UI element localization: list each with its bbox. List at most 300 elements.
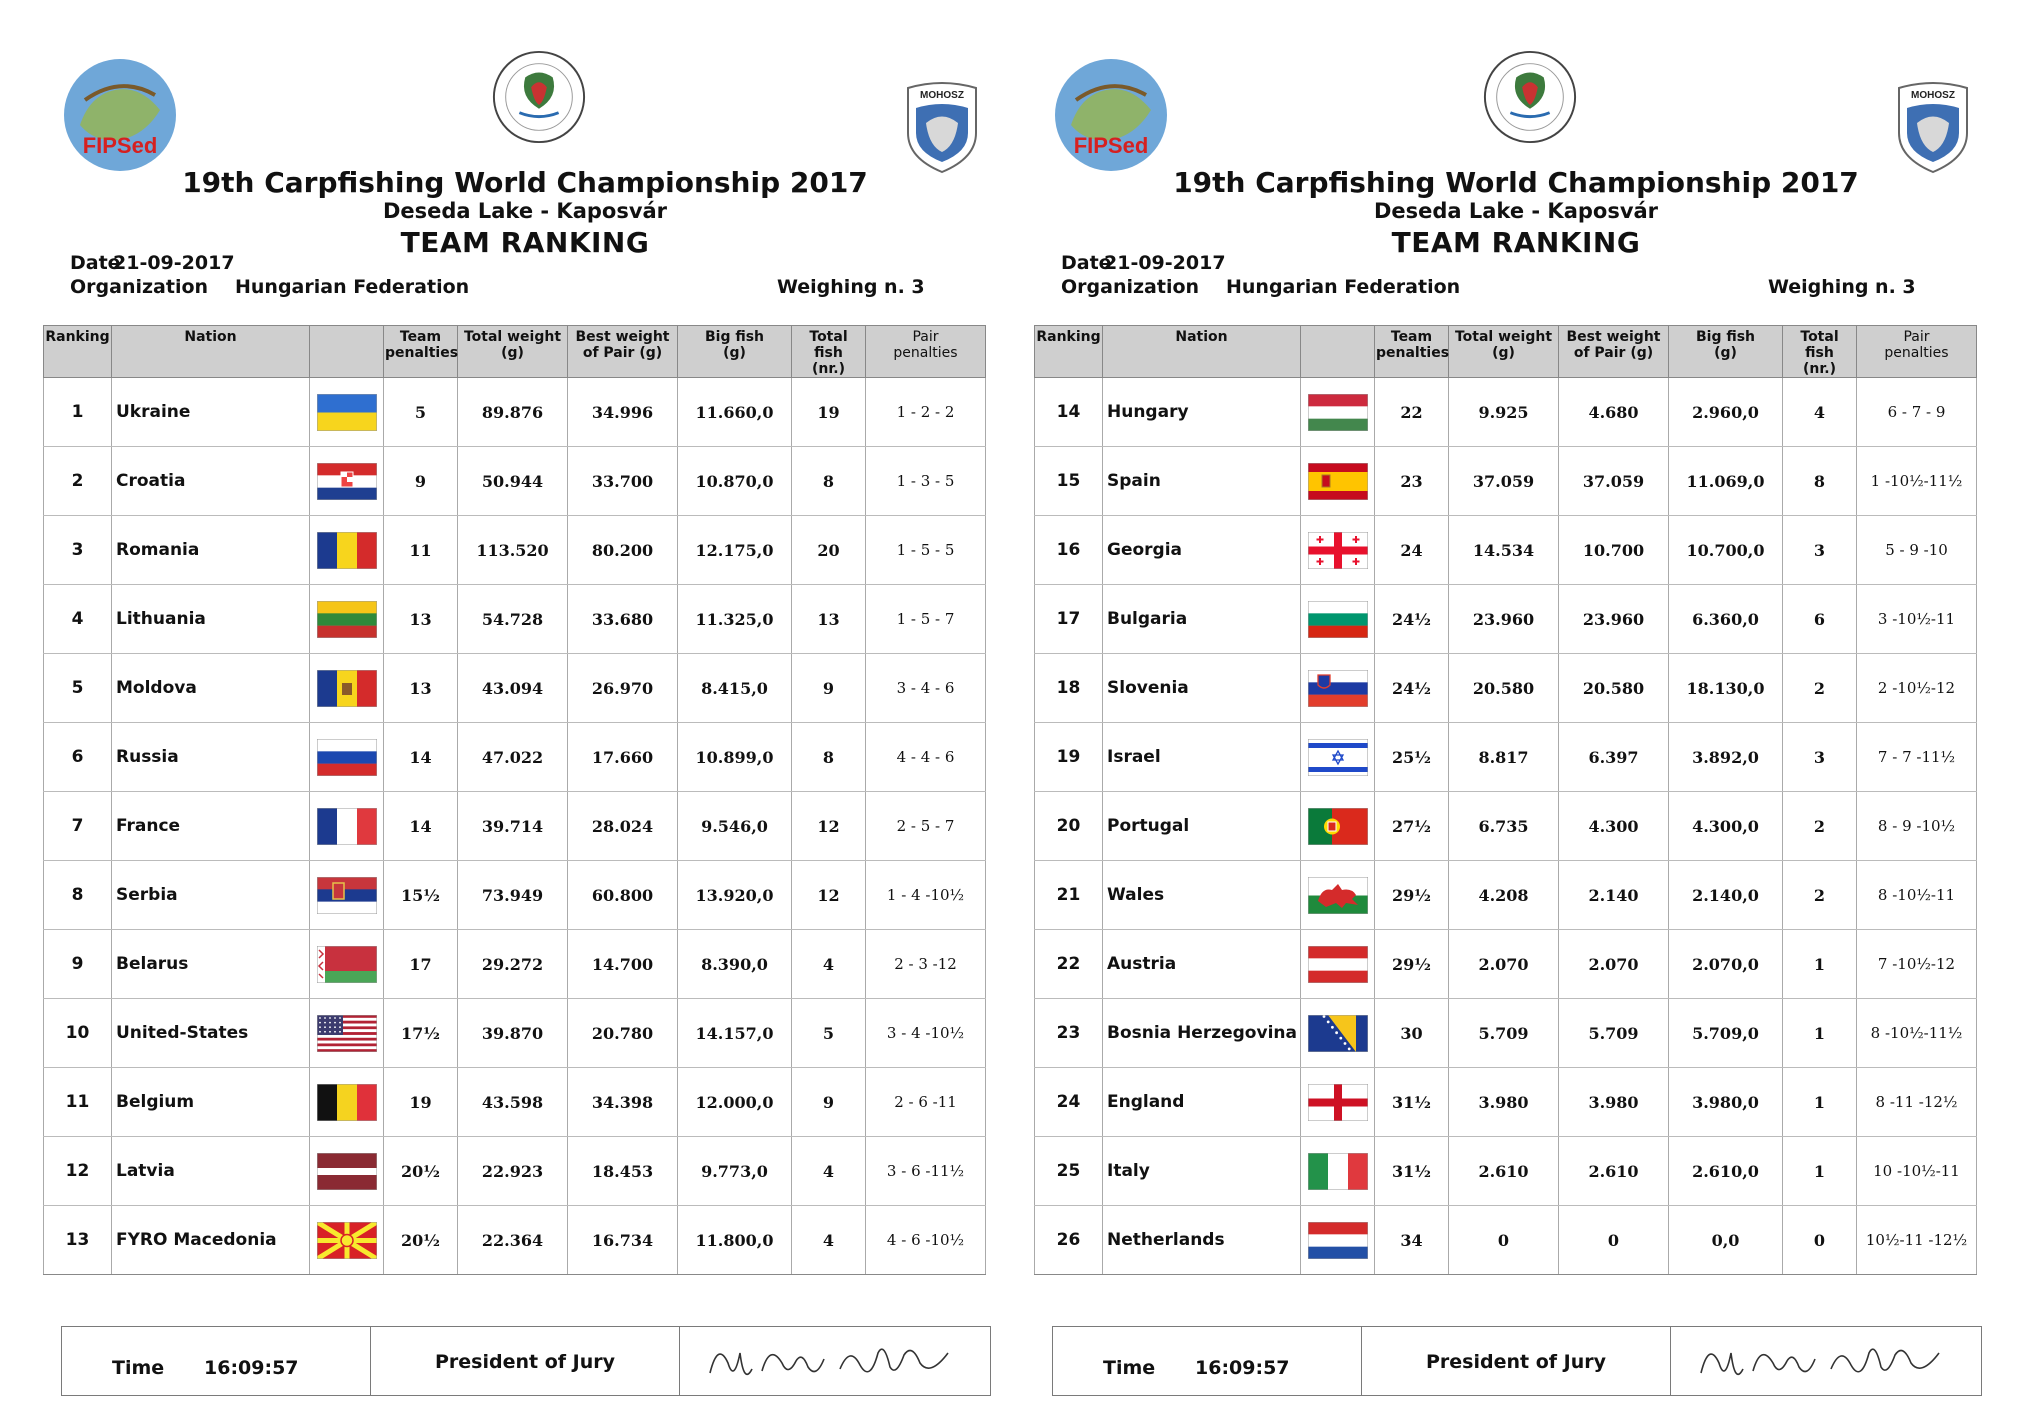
team-penalties-cell: 31½ — [1375, 1137, 1449, 1206]
team-penalties-cell: 20½ — [384, 1137, 458, 1206]
best-weight-cell: 26.970 — [568, 654, 678, 723]
team-penalties-cell: 31½ — [1375, 1068, 1449, 1137]
pair-penalties-cell: 7 -10½-12 — [1857, 930, 1977, 999]
flag-cell — [1301, 1068, 1375, 1137]
col-best-weight: Best weight of Pair (g) — [1559, 326, 1669, 378]
flag-cell — [310, 585, 384, 654]
team-penalties-cell: 34 — [1375, 1206, 1449, 1275]
slovenia-flag-icon — [1308, 670, 1368, 707]
jury-footer — [61, 1326, 991, 1396]
total-fish-cell: 6 — [1783, 585, 1857, 654]
total-fish-cell: 12 — [792, 861, 866, 930]
best-weight-cell: 23.960 — [1559, 585, 1669, 654]
romania-flag-icon — [317, 532, 377, 569]
flag-cell — [1301, 654, 1375, 723]
footer-signature-cell — [680, 1327, 990, 1395]
pair-penalties-cell: 1 -10½-11½ — [1857, 447, 1977, 516]
col-pair-penalties: Pair penalties — [1857, 326, 1977, 378]
table-row — [44, 447, 986, 516]
table-row — [1035, 723, 1977, 792]
croatia-flag-icon — [317, 463, 377, 500]
pair-penalties-cell: 2 - 3 -12 — [866, 930, 986, 999]
best-weight-cell: 10.700 — [1559, 516, 1669, 585]
total-fish-cell: 8 — [1783, 447, 1857, 516]
venue-subtitle: Deseda Lake - Kaposvár — [1373, 199, 1659, 223]
championship-seal-icon — [1481, 48, 1579, 146]
wales-flag-icon — [1308, 877, 1368, 914]
team-penalties-cell: 24½ — [1375, 654, 1449, 723]
team-penalties-cell: 5 — [384, 378, 458, 447]
table-row — [1035, 447, 1977, 516]
table-row — [44, 378, 986, 447]
pair-penalties-cell: 1 - 3 - 5 — [866, 447, 986, 516]
england-flag-icon — [1308, 1084, 1368, 1121]
rank-cell: 6 — [44, 723, 112, 792]
time-value: 16:09:57 — [204, 1357, 299, 1379]
pair-penalties-cell: 1 - 5 - 7 — [866, 585, 986, 654]
flag-cell — [1301, 1206, 1375, 1275]
big-fish-cell: 8.415,0 — [678, 654, 792, 723]
best-weight-cell: 34.996 — [568, 378, 678, 447]
col-best-weight: Best weight of Pair (g) — [568, 326, 678, 378]
total-weight-cell: 47.022 — [458, 723, 568, 792]
team-penalties-cell: 29½ — [1375, 930, 1449, 999]
rank-cell: 3 — [44, 516, 112, 585]
big-fish-cell: 8.390,0 — [678, 930, 792, 999]
total-fish-cell: 3 — [1783, 723, 1857, 792]
footer-time-cell — [1053, 1327, 1362, 1395]
rank-cell: 5 — [44, 654, 112, 723]
total-fish-cell: 12 — [792, 792, 866, 861]
date-label: Date — [1061, 252, 1112, 274]
flag-cell — [1301, 378, 1375, 447]
pair-penalties-cell: 3 - 6 -11½ — [866, 1137, 986, 1206]
total-fish-cell: 2 — [1783, 861, 1857, 930]
rank-cell: 7 — [44, 792, 112, 861]
team-penalties-cell: 13 — [384, 654, 458, 723]
bosnia-flag-icon — [1308, 1015, 1368, 1052]
organization-value: Hungarian Federation — [1226, 276, 1461, 298]
total-weight-cell: 8.817 — [1449, 723, 1559, 792]
big-fish-cell: 6.360,0 — [1669, 585, 1783, 654]
table-row — [1035, 585, 1977, 654]
nation-cell: FYRO Macedonia — [112, 1206, 310, 1275]
footer-time-cell — [62, 1327, 371, 1395]
flag-cell — [1301, 723, 1375, 792]
date-value: 21-09-2017 — [113, 252, 235, 274]
pair-penalties-cell: 6 - 7 - 9 — [1857, 378, 1977, 447]
col-big-fish: Big fish (g) — [678, 326, 792, 378]
pair-penalties-cell: 1 - 4 -10½ — [866, 861, 986, 930]
big-fish-cell: 2.140,0 — [1669, 861, 1783, 930]
time-label: Time — [112, 1357, 165, 1379]
col-flag — [310, 326, 384, 378]
team-penalties-cell: 11 — [384, 516, 458, 585]
table-row — [44, 1206, 986, 1275]
pair-penalties-cell: 3 - 4 - 6 — [866, 654, 986, 723]
total-fish-cell: 20 — [792, 516, 866, 585]
netherlands-flag-icon — [1308, 1222, 1368, 1259]
ranking-heading: TEAM RANKING — [1391, 226, 1641, 259]
ranking-table — [43, 325, 986, 1275]
total-fish-cell: 1 — [1783, 1137, 1857, 1206]
total-weight-cell: 39.870 — [458, 999, 568, 1068]
table-row — [44, 792, 986, 861]
big-fish-cell: 13.920,0 — [678, 861, 792, 930]
flag-cell — [310, 1206, 384, 1275]
nation-cell: Hungary — [1103, 378, 1301, 447]
table-row — [44, 1137, 986, 1206]
table-row — [44, 930, 986, 999]
best-weight-cell: 2.140 — [1559, 861, 1669, 930]
total-fish-cell: 9 — [792, 1068, 866, 1137]
flag-cell — [310, 723, 384, 792]
nation-cell: Slovenia — [1103, 654, 1301, 723]
best-weight-cell: 0 — [1559, 1206, 1669, 1275]
nation-cell: United-States — [112, 999, 310, 1068]
nation-cell: Netherlands — [1103, 1206, 1301, 1275]
footer-president-cell — [1362, 1327, 1671, 1395]
italy-flag-icon — [1308, 1153, 1368, 1190]
big-fish-cell: 14.157,0 — [678, 999, 792, 1068]
pair-penalties-cell: 10 -10½-11 — [1857, 1137, 1977, 1206]
pair-penalties-cell: 8 -10½-11½ — [1857, 999, 1977, 1068]
team-penalties-cell: 22 — [1375, 378, 1449, 447]
team-penalties-cell: 14 — [384, 792, 458, 861]
best-weight-cell: 2.070 — [1559, 930, 1669, 999]
pair-penalties-cell: 5 - 9 -10 — [1857, 516, 1977, 585]
israel-flag-icon — [1308, 739, 1368, 776]
col-team-penalties: Team penalties — [1375, 326, 1449, 378]
team-penalties-cell: 20½ — [384, 1206, 458, 1275]
weighing-number: Weighing n. 3 — [777, 276, 925, 298]
pair-penalties-cell: 4 - 4 - 6 — [866, 723, 986, 792]
rank-cell: 2 — [44, 447, 112, 516]
best-weight-cell: 60.800 — [568, 861, 678, 930]
total-weight-cell: 23.960 — [1449, 585, 1559, 654]
organization-label: Organization — [70, 276, 209, 298]
team-penalties-cell: 30 — [1375, 999, 1449, 1068]
flag-cell — [310, 447, 384, 516]
rank-cell: 22 — [1035, 930, 1103, 999]
team-penalties-cell: 24½ — [1375, 585, 1449, 654]
nation-cell: Serbia — [112, 861, 310, 930]
nation-cell: Georgia — [1103, 516, 1301, 585]
table-row — [1035, 654, 1977, 723]
nation-cell: Italy — [1103, 1137, 1301, 1206]
total-weight-cell: 37.059 — [1449, 447, 1559, 516]
time-label: Time — [1103, 1357, 1156, 1379]
nation-cell: Belarus — [112, 930, 310, 999]
total-fish-cell: 4 — [792, 930, 866, 999]
nation-cell: England — [1103, 1068, 1301, 1137]
svg-text:MOHOSZ: MOHOSZ — [1911, 90, 1955, 101]
date-value: 21-09-2017 — [1104, 252, 1226, 274]
rank-cell: 12 — [44, 1137, 112, 1206]
table-row — [44, 654, 986, 723]
total-weight-cell: 50.944 — [458, 447, 568, 516]
total-weight-cell: 9.925 — [1449, 378, 1559, 447]
table-row — [44, 723, 986, 792]
total-weight-cell: 6.735 — [1449, 792, 1559, 861]
belgium-flag-icon — [317, 1084, 377, 1121]
total-weight-cell: 89.876 — [458, 378, 568, 447]
total-fish-cell: 13 — [792, 585, 866, 654]
ranking-sheet-right — [991, 0, 2001, 1428]
big-fish-cell: 12.175,0 — [678, 516, 792, 585]
table-header-row — [44, 326, 986, 378]
total-weight-cell: 22.923 — [458, 1137, 568, 1206]
flag-cell — [1301, 930, 1375, 999]
table-row — [1035, 999, 1977, 1068]
total-weight-cell: 29.272 — [458, 930, 568, 999]
flag-cell — [1301, 861, 1375, 930]
mohosz-logo — [900, 78, 984, 174]
signature-icon — [1691, 1333, 1951, 1391]
organization-value: Hungarian Federation — [235, 276, 470, 298]
rank-cell: 10 — [44, 999, 112, 1068]
big-fish-cell: 11.660,0 — [678, 378, 792, 447]
big-fish-cell: 0,0 — [1669, 1206, 1783, 1275]
table-row — [1035, 861, 1977, 930]
signature-icon — [700, 1333, 960, 1391]
big-fish-cell: 4.300,0 — [1669, 792, 1783, 861]
flag-cell — [310, 1068, 384, 1137]
rank-cell: 15 — [1035, 447, 1103, 516]
total-weight-cell: 22.364 — [458, 1206, 568, 1275]
date-label: Date — [70, 252, 121, 274]
col-total-weight: Total weight (g) — [1449, 326, 1559, 378]
total-fish-cell: 5 — [792, 999, 866, 1068]
best-weight-cell: 4.680 — [1559, 378, 1669, 447]
nation-cell: Russia — [112, 723, 310, 792]
col-big-fish: Big fish (g) — [1669, 326, 1783, 378]
total-fish-cell: 1 — [1783, 1068, 1857, 1137]
rank-cell: 16 — [1035, 516, 1103, 585]
total-fish-cell: 8 — [792, 447, 866, 516]
col-total-fish: Total fish (nr.) — [1783, 326, 1857, 378]
organization-label: Organization — [1061, 276, 1200, 298]
championship-title: 19th Carpfishing World Championship 2017 — [1173, 166, 1859, 199]
team-penalties-cell: 25½ — [1375, 723, 1449, 792]
pair-penalties-cell: 3 - 4 -10½ — [866, 999, 986, 1068]
flag-cell — [1301, 792, 1375, 861]
svg-text:FIPSed: FIPSed — [82, 133, 158, 158]
table-row — [44, 1068, 986, 1137]
total-fish-cell: 2 — [1783, 654, 1857, 723]
flag-cell — [1301, 999, 1375, 1068]
big-fish-cell: 12.000,0 — [678, 1068, 792, 1137]
pair-penalties-cell: 1 - 5 - 5 — [866, 516, 986, 585]
nation-cell: Belgium — [112, 1068, 310, 1137]
president-of-jury-label: President of Jury — [1426, 1351, 1606, 1373]
weighing-number: Weighing n. 3 — [1768, 276, 1916, 298]
total-fish-cell: 19 — [792, 378, 866, 447]
flag-cell — [1301, 1137, 1375, 1206]
ranking-sheet-left — [0, 0, 1010, 1428]
table-row — [1035, 516, 1977, 585]
total-weight-cell: 20.580 — [1449, 654, 1559, 723]
pair-penalties-cell: 8 -10½-11 — [1857, 861, 1977, 930]
portugal-flag-icon — [1308, 808, 1368, 845]
ranking-heading: TEAM RANKING — [400, 226, 650, 259]
rank-cell: 19 — [1035, 723, 1103, 792]
pair-penalties-cell: 2 - 6 -11 — [866, 1068, 986, 1137]
nation-cell: Spain — [1103, 447, 1301, 516]
big-fish-cell: 18.130,0 — [1669, 654, 1783, 723]
nation-cell: Ukraine — [112, 378, 310, 447]
rank-cell: 11 — [44, 1068, 112, 1137]
total-weight-cell: 14.534 — [1449, 516, 1559, 585]
total-weight-cell: 43.598 — [458, 1068, 568, 1137]
flag-cell — [1301, 585, 1375, 654]
ukraine-flag-icon — [317, 394, 377, 431]
pair-penalties-cell: 8 - 9 -10½ — [1857, 792, 1977, 861]
nation-cell: Croatia — [112, 447, 310, 516]
big-fish-cell: 3.980,0 — [1669, 1068, 1783, 1137]
total-weight-cell: 113.520 — [458, 516, 568, 585]
pair-penalties-cell: 10½-11 -12½ — [1857, 1206, 1977, 1275]
col-nation: Nation — [112, 326, 310, 378]
table-row — [44, 516, 986, 585]
table-row — [1035, 792, 1977, 861]
best-weight-cell: 33.700 — [568, 447, 678, 516]
jury-footer — [1052, 1326, 1982, 1396]
total-fish-cell: 4 — [1783, 378, 1857, 447]
big-fish-cell: 11.800,0 — [678, 1206, 792, 1275]
best-weight-cell: 18.453 — [568, 1137, 678, 1206]
nation-cell: Israel — [1103, 723, 1301, 792]
best-weight-cell: 37.059 — [1559, 447, 1669, 516]
total-weight-cell: 2.070 — [1449, 930, 1559, 999]
rank-cell: 8 — [44, 861, 112, 930]
fipsed-logo — [60, 55, 180, 175]
total-fish-cell: 2 — [1783, 792, 1857, 861]
belarus-flag-icon — [317, 946, 377, 983]
rank-cell: 21 — [1035, 861, 1103, 930]
table-row — [1035, 378, 1977, 447]
table-row — [1035, 1137, 1977, 1206]
big-fish-cell: 10.899,0 — [678, 723, 792, 792]
svg-text:MOHOSZ: MOHOSZ — [920, 90, 964, 101]
best-weight-cell: 17.660 — [568, 723, 678, 792]
ranking-table — [1034, 325, 1977, 1275]
flag-cell — [310, 516, 384, 585]
team-penalties-cell: 15½ — [384, 861, 458, 930]
rank-cell: 4 — [44, 585, 112, 654]
footer-president-cell — [371, 1327, 680, 1395]
nation-cell: Portugal — [1103, 792, 1301, 861]
pair-penalties-cell: 2 - 5 - 7 — [866, 792, 986, 861]
table-row — [44, 999, 986, 1068]
macedonia-flag-icon — [317, 1222, 377, 1259]
team-penalties-cell: 27½ — [1375, 792, 1449, 861]
team-penalties-cell: 13 — [384, 585, 458, 654]
pair-penalties-cell: 1 - 2 - 2 — [866, 378, 986, 447]
total-weight-cell: 5.709 — [1449, 999, 1559, 1068]
pair-penalties-cell: 3 -10½-11 — [1857, 585, 1977, 654]
bulgaria-flag-icon — [1308, 601, 1368, 638]
spain-flag-icon — [1308, 463, 1368, 500]
col-total-fish: Total fish (nr.) — [792, 326, 866, 378]
total-weight-cell: 39.714 — [458, 792, 568, 861]
best-weight-cell: 14.700 — [568, 930, 678, 999]
big-fish-cell: 11.069,0 — [1669, 447, 1783, 516]
team-penalties-cell: 23 — [1375, 447, 1449, 516]
flag-cell — [310, 930, 384, 999]
nation-cell: Wales — [1103, 861, 1301, 930]
best-weight-cell: 20.780 — [568, 999, 678, 1068]
total-fish-cell: 4 — [792, 1206, 866, 1275]
big-fish-cell: 2.610,0 — [1669, 1137, 1783, 1206]
flag-cell — [1301, 447, 1375, 516]
rank-cell: 9 — [44, 930, 112, 999]
col-ranking: Ranking — [1035, 326, 1103, 378]
best-weight-cell: 20.580 — [1559, 654, 1669, 723]
table-row — [44, 585, 986, 654]
fipsed-logo — [1051, 55, 1171, 175]
moldova-flag-icon — [317, 670, 377, 707]
table-row — [1035, 1068, 1977, 1137]
col-team-penalties: Team penalties — [384, 326, 458, 378]
svg-text:FIPSed: FIPSed — [1073, 133, 1149, 158]
best-weight-cell: 4.300 — [1559, 792, 1669, 861]
best-weight-cell: 16.734 — [568, 1206, 678, 1275]
col-ranking: Ranking — [44, 326, 112, 378]
time-value: 16:09:57 — [1195, 1357, 1290, 1379]
best-weight-cell: 6.397 — [1559, 723, 1669, 792]
big-fish-cell: 5.709,0 — [1669, 999, 1783, 1068]
nation-cell: Latvia — [112, 1137, 310, 1206]
nation-cell: Bulgaria — [1103, 585, 1301, 654]
best-weight-cell: 5.709 — [1559, 999, 1669, 1068]
col-flag — [1301, 326, 1375, 378]
big-fish-cell: 3.892,0 — [1669, 723, 1783, 792]
total-weight-cell: 3.980 — [1449, 1068, 1559, 1137]
team-penalties-cell: 19 — [384, 1068, 458, 1137]
flag-cell — [310, 861, 384, 930]
team-penalties-cell: 24 — [1375, 516, 1449, 585]
flag-cell — [1301, 516, 1375, 585]
total-weight-cell: 2.610 — [1449, 1137, 1559, 1206]
total-fish-cell: 1 — [1783, 999, 1857, 1068]
championship-seal-icon — [490, 48, 588, 146]
best-weight-cell: 3.980 — [1559, 1068, 1669, 1137]
total-weight-cell: 4.208 — [1449, 861, 1559, 930]
nation-cell: Bosnia Herzegovina — [1103, 999, 1301, 1068]
big-fish-cell: 10.700,0 — [1669, 516, 1783, 585]
pair-penalties-cell: 4 - 6 -10½ — [866, 1206, 986, 1275]
total-weight-cell: 73.949 — [458, 861, 568, 930]
footer-signature-cell — [1671, 1327, 1981, 1395]
table-header-row — [1035, 326, 1977, 378]
best-weight-cell: 28.024 — [568, 792, 678, 861]
rank-cell: 18 — [1035, 654, 1103, 723]
hungary-flag-icon — [1308, 394, 1368, 431]
table-row — [1035, 930, 1977, 999]
total-fish-cell: 1 — [1783, 930, 1857, 999]
georgia-flag-icon — [1308, 532, 1368, 569]
team-penalties-cell: 17 — [384, 930, 458, 999]
big-fish-cell: 9.546,0 — [678, 792, 792, 861]
venue-subtitle: Deseda Lake - Kaposvár — [382, 199, 668, 223]
team-penalties-cell: 29½ — [1375, 861, 1449, 930]
total-weight-cell: 54.728 — [458, 585, 568, 654]
total-weight-cell: 43.094 — [458, 654, 568, 723]
total-fish-cell: 8 — [792, 723, 866, 792]
championship-title: 19th Carpfishing World Championship 2017 — [182, 166, 868, 199]
nation-cell: Lithuania — [112, 585, 310, 654]
